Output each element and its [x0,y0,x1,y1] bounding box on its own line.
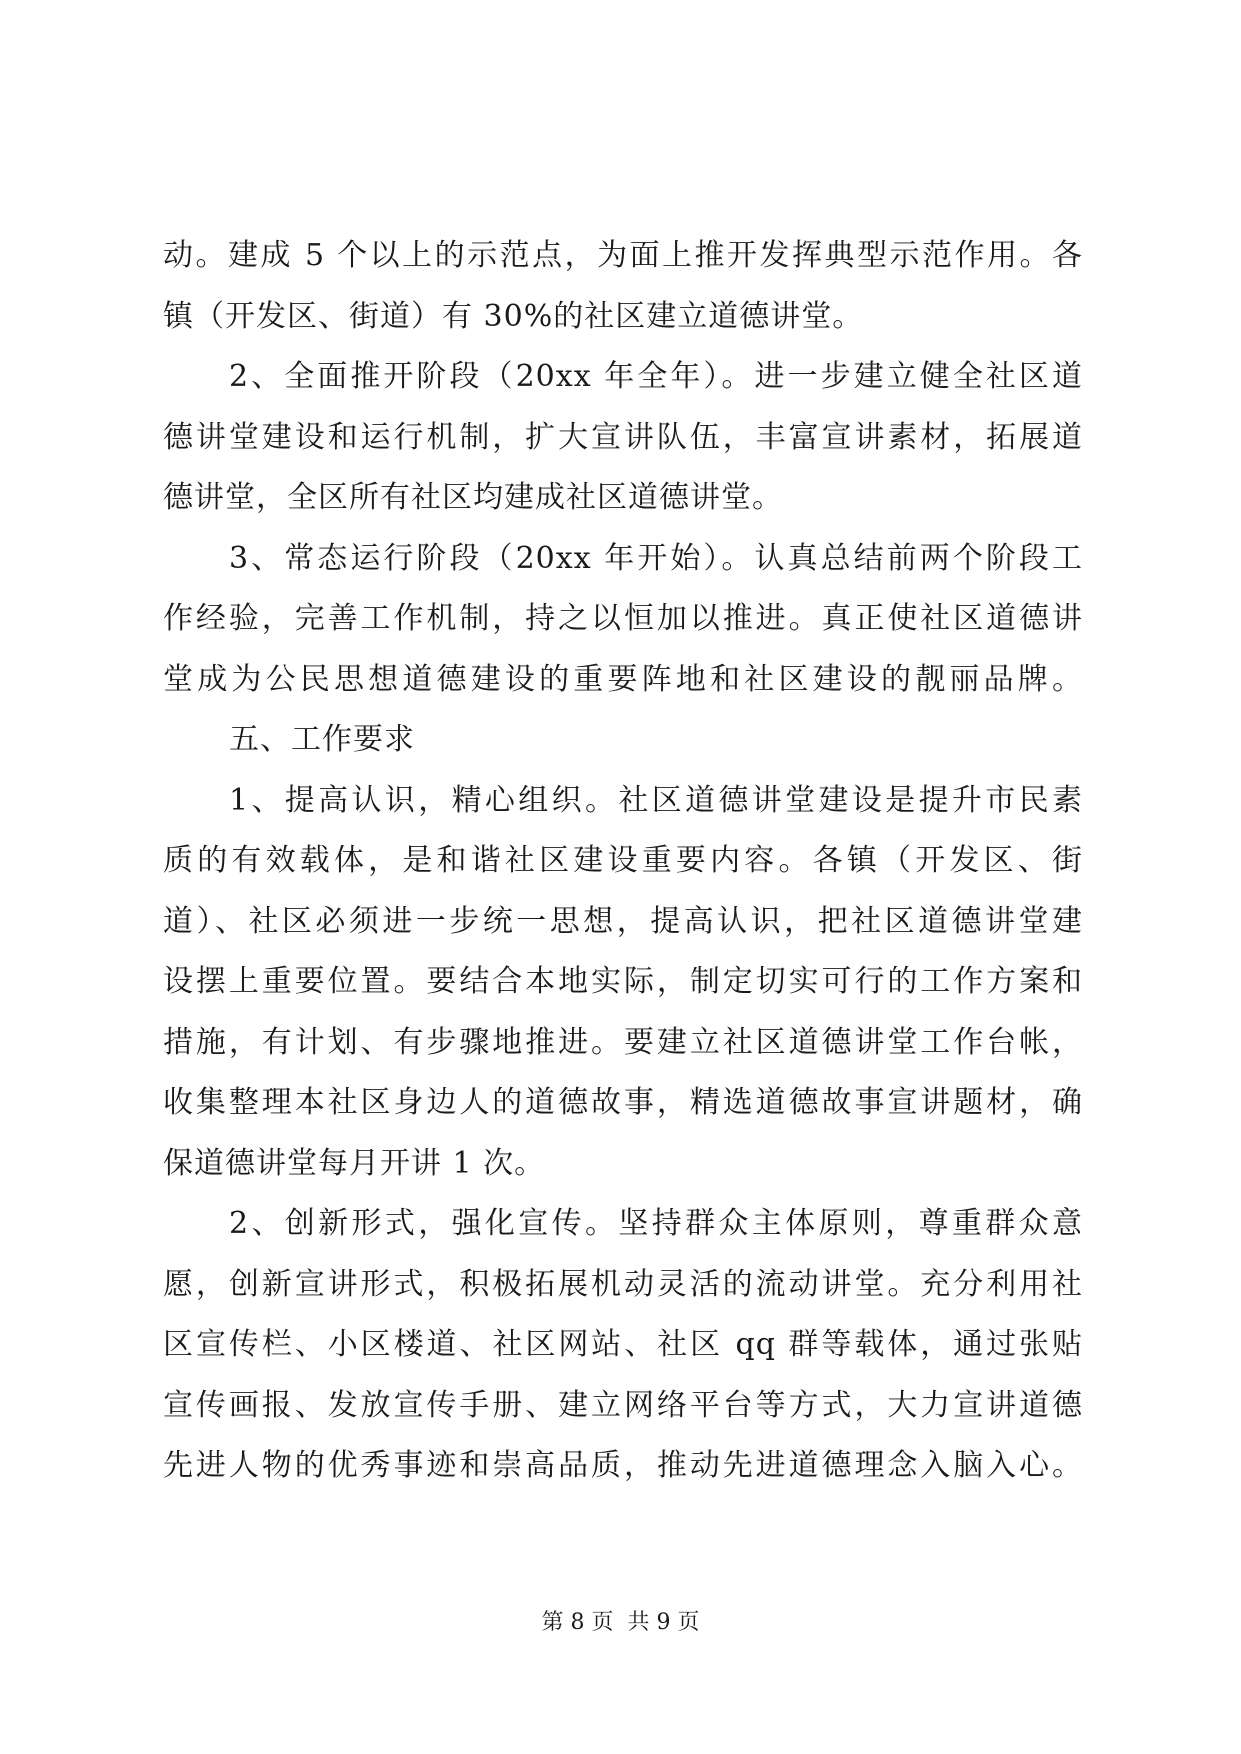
text-line: 收集整理本社区身边人的道德故事，精选道德故事宣讲题材，确 [163,1085,1083,1120]
text-line: 措施，有计划、有步骤地推进。要建立社区道德讲堂工作台帐， [163,1024,1083,1060]
page-number-label: 第 8 页 共 9 页 [541,1610,700,1635]
text-line: 德讲堂建设和运行机制，扩大宣讲队伍，丰富宣讲素材，拓展道 [163,419,1083,455]
text-line: 先进人物的优秀事迹和崇高品质，推动先进道德理念入脑入心。 [163,1448,1083,1483]
text-line: 作经验，完善工作机制，持之以恒加以推进。真正使社区道德讲 [163,601,1083,636]
text-line: 动。建成 5 个以上的示范点，为面上推开发挥典型示范作用。各 [163,238,1083,273]
text-line: 设摆上重要位置。要结合本地实际，制定切实可行的工作方案和 [163,964,1083,999]
text-line: 愿，创新宣讲形式，积极拓展机动灵活的流动讲堂。充分利用社 [163,1266,1083,1302]
text-line: 堂成为公民思想道德建设的重要阵地和社区建设的靓丽品牌。 [163,661,1083,697]
text-line: 质的有效载体，是和谐社区建设重要内容。各镇（开发区、街 [163,843,1083,878]
text-line: 镇（开发区、街道）有 30%的社区建立道德讲堂。 [163,298,864,334]
text-line: 2、全面推开阶段（20xx 年全年）。进一步建立健全社区道 [229,359,1083,394]
body-text [163,226,1083,1497]
text-line: 保道德讲堂每月开讲 1 次。 [163,1145,546,1181]
text-line: 区宣传栏、小区楼道、社区网站、社区 qq 群等载体，通过张贴 [163,1327,1083,1362]
text-line: 道）、社区必须进一步统一思想，提高认识，把社区道德讲堂建 [163,903,1083,939]
page-footer [0,1608,1241,1638]
text-line: 1、提高认识，精心组织。社区道德讲堂建设是提升市民素 [229,782,1083,818]
text-line: 2、创新形式，强化宣传。坚持群众主体原则，尊重群众意 [229,1206,1083,1241]
text-line: 3、常态运行阶段（20xx 年开始）。认真总结前两个阶段工 [229,540,1083,576]
text-line: 宣传画报、发放宣传手册、建立网络平台等方式，大力宣讲道德 [163,1387,1083,1423]
section-heading: 五、工作要求 [229,722,415,757]
text-line: 德讲堂，全区所有社区均建成社区道德讲堂。 [163,480,783,515]
